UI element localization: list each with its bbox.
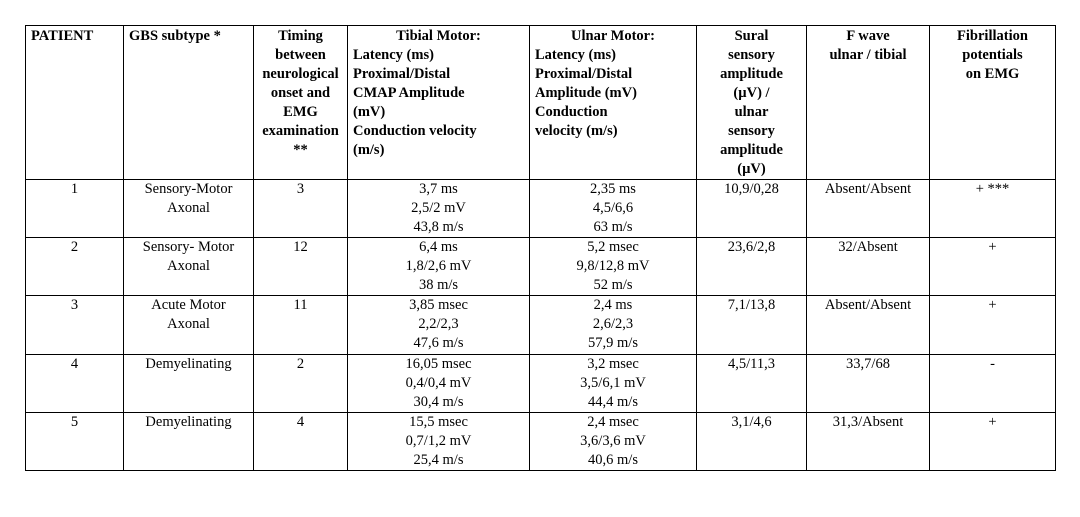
ulnar-cell: 2,4 msec 3,6/3,6 mV 40,6 m/s (530, 413, 697, 471)
header-sural-sensory: Sural sensory amplitude (µV) / ulnar sensory amplitude (µV) (697, 26, 807, 180)
table-row (26, 413, 1056, 471)
timing-cell: 4 (254, 413, 348, 471)
tibial-cell: 16,05 msec 0,4/0,4 mV 30,4 m/s (348, 355, 530, 413)
table-row (26, 296, 1056, 355)
header-timing: Timing between neurological onset and EMG examination ** (254, 26, 348, 180)
gbs-subtype-cell: Sensory- Motor Axonal (124, 238, 254, 296)
f-wave-cell: 32/Absent (807, 238, 930, 296)
timing-cell: 11 (254, 296, 348, 355)
f-wave-cell: 31,3/Absent (807, 413, 930, 471)
f-wave-cell: Absent/Absent (807, 296, 930, 355)
f-wave-cell: 33,7/68 (807, 355, 930, 413)
gbs-subtype-cell: Demyelinating (124, 355, 254, 413)
header-gbs-subtype: GBS subtype * (124, 26, 254, 180)
sural-cell: 3,1/4,6 (697, 413, 807, 471)
header-fibrillation: Fibrillation potentials on EMG (930, 26, 1056, 180)
patient-cell: 2 (26, 238, 124, 296)
sural-cell: 4,5/11,3 (697, 355, 807, 413)
gbs-subtype-cell: Sensory-Motor Axonal (124, 180, 254, 238)
clinical-data-table (25, 25, 1056, 471)
fibrillation-cell: + *** (930, 180, 1056, 238)
header-f-wave: F wave ulnar / tibial (807, 26, 930, 180)
tibial-cell: 3,7 ms 2,5/2 mV 43,8 m/s (348, 180, 530, 238)
patient-cell: 4 (26, 355, 124, 413)
fibrillation-cell: + (930, 296, 1056, 355)
header-row (26, 26, 1056, 180)
table-row (26, 180, 1056, 238)
gbs-subtype-cell: Demyelinating (124, 413, 254, 471)
ulnar-cell: 2,4 ms 2,6/2,3 57,9 m/s (530, 296, 697, 355)
patient-cell: 1 (26, 180, 124, 238)
table-row (26, 238, 1056, 296)
patient-cell: 5 (26, 413, 124, 471)
timing-cell: 3 (254, 180, 348, 238)
ulnar-cell: 3,2 msec 3,5/6,1 mV 44,4 m/s (530, 355, 697, 413)
ulnar-cell: 2,35 ms 4,5/6,6 63 m/s (530, 180, 697, 238)
f-wave-cell: Absent/Absent (807, 180, 930, 238)
tibial-cell: 3,85 msec 2,2/2,3 47,6 m/s (348, 296, 530, 355)
timing-cell: 2 (254, 355, 348, 413)
fibrillation-cell: + (930, 413, 1056, 471)
table-row (26, 355, 1056, 413)
sural-cell: 23,6/2,8 (697, 238, 807, 296)
tibial-cell: 15,5 msec 0,7/1,2 mV 25,4 m/s (348, 413, 530, 471)
sural-cell: 10,9/0,28 (697, 180, 807, 238)
timing-cell: 12 (254, 238, 348, 296)
gbs-subtype-cell: Acute Motor Axonal (124, 296, 254, 355)
tibial-cell: 6,4 ms 1,8/2,6 mV 38 m/s (348, 238, 530, 296)
ulnar-cell: 5,2 msec 9,8/12,8 mV 52 m/s (530, 238, 697, 296)
fibrillation-cell: + (930, 238, 1056, 296)
patient-cell: 3 (26, 296, 124, 355)
header-ulnar-motor: Ulnar Motor: Latency (ms) Proximal/Distal Amplitude (mV) Conduction velocity (m/s) (530, 26, 697, 180)
sural-cell: 7,1/13,8 (697, 296, 807, 355)
fibrillation-cell: - (930, 355, 1056, 413)
header-tibial-motor: Tibial Motor: Latency (ms) Proximal/Distal CMAP Amplitude (mV) Conduction velocity (m/s) (348, 26, 530, 180)
header-patient: PATIENT (26, 26, 124, 180)
